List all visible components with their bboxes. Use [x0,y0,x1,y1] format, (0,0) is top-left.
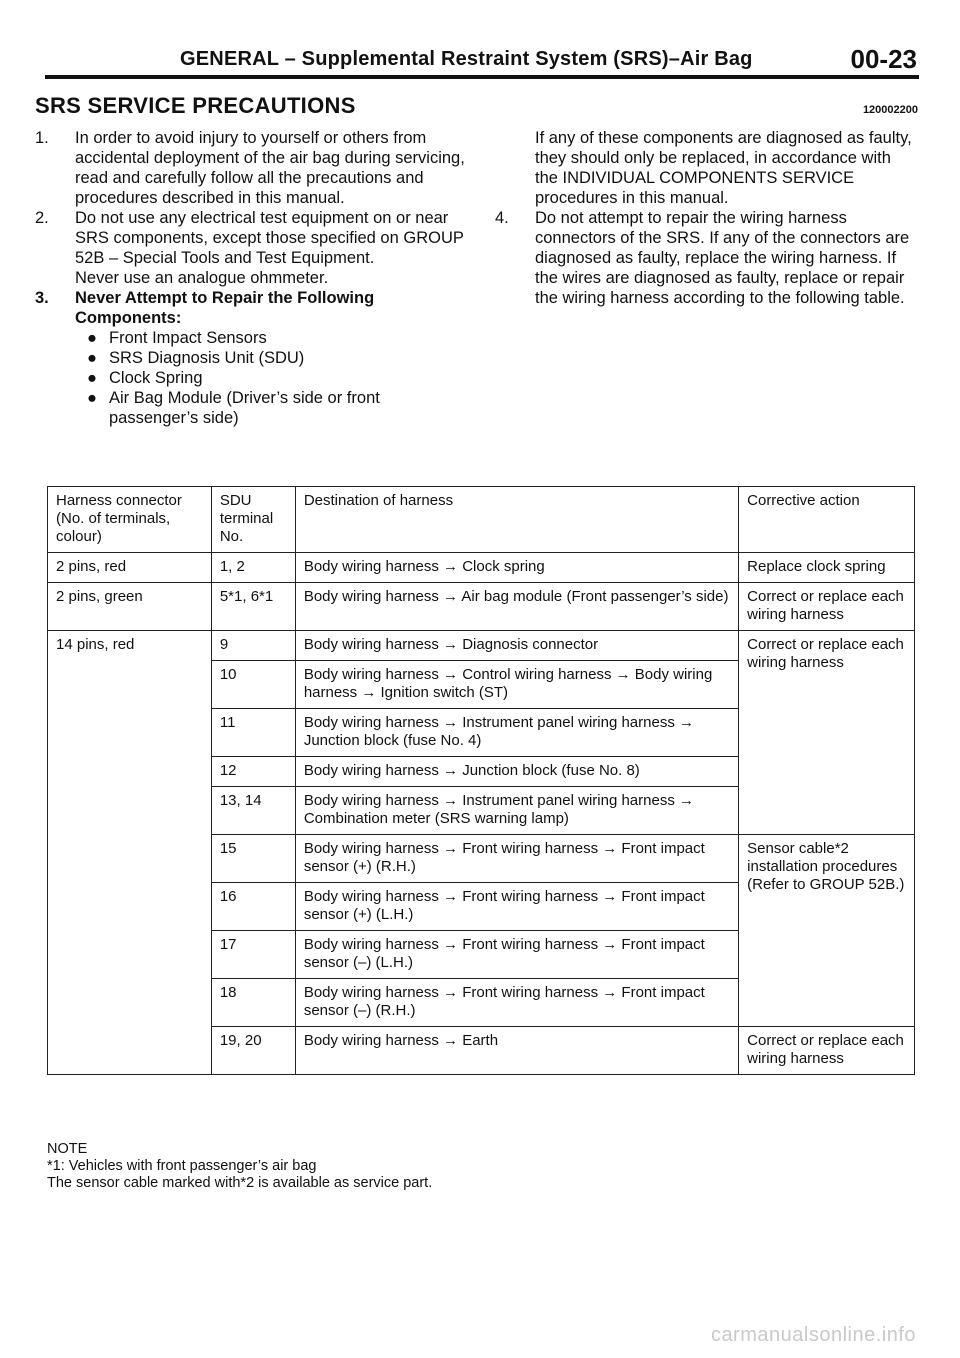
precaution-item-4 [495,208,915,308]
harness-table [47,486,915,1075]
terminal-cell: 19, 20 [211,1027,295,1075]
item-number: 1. [35,129,49,147]
terminal-cell: 11 [211,709,295,757]
item-number: 4. [495,209,509,227]
terminal-cell: 17 [211,931,295,979]
bullet-icon: ● [87,349,97,367]
column-header: Corrective action [739,487,915,553]
terminal-cell: 12 [211,757,295,787]
header-title: GENERAL – Supplemental Restraint System (SRS)–Air Bag [180,48,753,70]
item-text: Never Attempt to Repair the Following Components: [75,289,375,327]
action-cell: Correct or replace each wiring harness [739,631,915,835]
bullet-icon: ● [87,369,97,387]
destination-cell: Body wiring harness → Clock spring [295,553,738,583]
bullet-item: ● Air Bag Module (Driver’s side or front passenger’s side) [35,388,465,428]
header-rule [45,75,919,79]
connector-cell: 2 pins, red [48,553,212,583]
item-text-ohmmeter: Never use an analogue ohmmeter. [75,269,329,287]
destination-cell: Body wiring harness → Front wiring harness → Front impact sensor (+) (L.H.) [295,883,738,931]
precaution-item-1 [35,128,465,208]
terminal-cell: 18 [211,979,295,1027]
footnote [47,1141,432,1192]
table-header-row [48,487,915,553]
action-cell: Correct or replace each wiring harness [739,1027,915,1075]
terminal-cell: 13, 14 [211,787,295,835]
bullet-item: ● Front Impact Sensors [35,328,465,348]
table-row [48,553,915,583]
terminal-cell: 16 [211,883,295,931]
destination-cell: Body wiring harness → Control wiring harness → Body wiring harness → Ignition switch (ST) [295,661,738,709]
connector-cell: 2 pins, green [48,583,212,631]
item-text: In order to avoid injury to yourself or others from accidental deployment of the air bag during servicing, read and carefully follow all the precautions and procedures described in this manual. [75,129,465,207]
table-row [48,583,915,631]
item-number: 2. [35,209,49,227]
bullet-item: ● SRS Diagnosis Unit (SDU) [35,348,465,368]
action-cell: Replace clock spring [739,553,915,583]
terminal-cell: 10 [211,661,295,709]
page-number: 00-23 [850,44,917,74]
terminal-cell: 15 [211,835,295,883]
action-cell: Sensor cable*2 installation procedures (Refer to GROUP 52B.) [739,835,915,1027]
destination-cell: Body wiring harness → Front wiring harness → Front impact sensor (+) (R.H.) [295,835,738,883]
bullet-icon: ● [87,389,97,407]
destination-cell: Body wiring harness → Instrument panel wiring harness → Combination meter (SRS warning lamp) [295,787,738,835]
destination-cell: Body wiring harness → Front wiring harness → Front impact sensor (–) (R.H.) [295,979,738,1027]
item-3-continuation: If any of these components are diagnosed as faulty, they should only be replaced, in accordance with the INDIVIDUAL COMPONENTS SERVICE procedures in this manual. [535,129,912,207]
column-header: SDU terminal No. [211,487,295,553]
section-code: 120002200 [862,104,918,116]
destination-cell: Body wiring harness → Diagnosis connector [295,631,738,661]
left-column [35,128,465,428]
item-text: Do not attempt to repair the wiring harness connectors of the SRS. If any of the connectors are diagnosed as faulty, replace the wiring harness. If the wires are diagnosed as faulty, replace or repair the wiring harness according to the following table. [535,209,910,307]
destination-cell: Body wiring harness → Air bag module (Front passenger’s side) [295,583,738,631]
terminal-cell: 9 [211,631,295,661]
precaution-item-2 [35,208,465,288]
item-text: Do not use any electrical test equipment on or near SRS components, except those specified on GROUP 52B – Special Tools and Test Equipment. [75,209,464,267]
note-line-1: *1: Vehicles with front passenger’s air bag [47,1158,317,1174]
item-number: 3. [35,289,49,307]
section-title: SRS SERVICE PRECAUTIONS [35,93,356,118]
action-cell: Correct or replace each wiring harness [739,583,915,631]
bullet-item: ● Clock Spring [35,368,465,388]
watermark: carmanualsonline.info [710,1324,916,1346]
column-header: Destination of harness [295,487,738,553]
destination-cell: Body wiring harness → Instrument panel wiring harness → Junction block (fuse No. 4) [295,709,738,757]
right-column [495,128,915,308]
precaution-item-3 [35,288,465,328]
destination-cell: Body wiring harness → Earth [295,1027,738,1075]
column-header: Harness connector (No. of terminals, colour) [48,487,212,553]
connector-cell: 14 pins, red [48,631,212,1075]
bullet-icon: ● [87,329,97,347]
page-header [45,44,917,78]
table-row [48,631,915,661]
terminal-cell: 5*1, 6*1 [211,583,295,631]
destination-cell: Body wiring harness → Front wiring harness → Front impact sensor (–) (L.H.) [295,931,738,979]
note-line-2: The sensor cable marked with*2 is available as service part. [47,1175,433,1191]
note-heading: NOTE [47,1141,88,1157]
terminal-cell: 1, 2 [211,553,295,583]
destination-cell: Body wiring harness → Junction block (fuse No. 8) [295,757,738,787]
